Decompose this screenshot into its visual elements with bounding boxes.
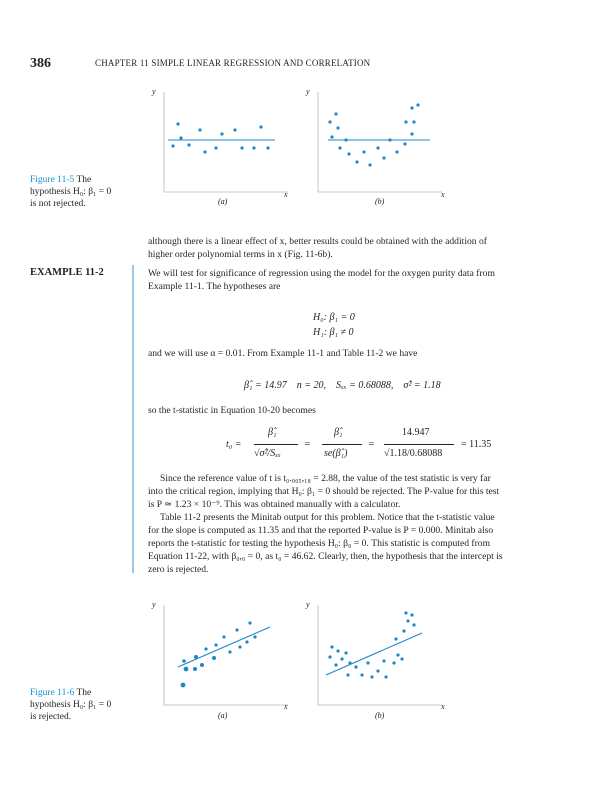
point <box>410 106 413 109</box>
point <box>366 661 369 664</box>
figure-11-5a-plot <box>152 82 298 202</box>
example-intro <box>148 267 550 293</box>
figure-11-5b-svg <box>306 82 452 202</box>
caption-text: The <box>76 688 92 698</box>
point <box>259 125 262 128</box>
figure-11-5b-panel: (b) <box>375 197 385 206</box>
point <box>212 656 216 660</box>
point <box>198 128 201 131</box>
t-den2: se(β̂₁) <box>324 448 348 459</box>
fraction-bar <box>322 444 362 445</box>
points <box>181 621 257 687</box>
point <box>253 635 256 638</box>
text-line: Equation 11-22, with β₀,₀ = 0, as t₀ = 46.62. Clearly, then, the hypothesis that the intercept is <box>148 551 503 562</box>
figure-11-5b-plot <box>306 82 452 202</box>
point <box>266 146 269 149</box>
caption-line: is not rejected. <box>30 199 86 209</box>
text-line: although there is a linear effect of x, better results could be obtained with the addition of <box>148 236 487 247</box>
text-line: Example 11-1. The hypotheses are <box>148 281 281 292</box>
point <box>182 659 186 663</box>
text-line: Since the reference value of t is t₀.₀₀₅,₁₈ = 2.88, the value of the test statistic is very far <box>160 473 491 484</box>
point <box>336 126 339 129</box>
eq-sign: = <box>304 439 311 450</box>
point <box>184 667 189 672</box>
text-line: into the critical region, implying that H₀: β₁ = 0 should be rejected. The P-value for this test <box>148 486 500 497</box>
point <box>404 611 407 614</box>
point <box>416 103 419 106</box>
figure-11-6b-panel: (b) <box>375 711 385 720</box>
point <box>222 635 225 638</box>
point <box>406 619 409 622</box>
point <box>336 649 339 652</box>
point <box>194 655 198 659</box>
point <box>354 665 357 668</box>
point <box>238 645 241 648</box>
point <box>344 138 347 141</box>
figure-11-6a-svg <box>152 595 298 715</box>
point <box>187 143 190 146</box>
point <box>394 637 397 640</box>
point <box>382 156 385 159</box>
example-bar <box>132 265 134 573</box>
figure-11-5a-panel: (a) <box>218 197 228 206</box>
text-line: higher order polynomial terms in x (Fig. 11-6b). <box>148 249 333 260</box>
point <box>340 657 343 660</box>
point <box>402 629 405 632</box>
point <box>344 651 347 654</box>
point <box>252 146 255 149</box>
point <box>330 135 333 138</box>
t-num2: β̂₁ <box>334 427 343 438</box>
figure-11-6b-plot <box>306 595 452 715</box>
fitted-line <box>326 633 422 675</box>
point <box>248 621 251 624</box>
point <box>328 120 331 123</box>
y-axis-label: y <box>152 87 156 96</box>
fraction-bar <box>384 444 454 445</box>
figure-11-5a-svg <box>152 82 298 202</box>
figure-11-6a-x-label: x <box>284 702 288 711</box>
text-line: reports the t-statistic for testing the hypothesis H₀: β₀ = 0. This statistic is computed from <box>148 538 491 549</box>
fraction-bar <box>254 444 298 445</box>
hypothesis-h0: H₀: β₁ = 0 <box>313 312 355 323</box>
figure-11-6a-plot <box>152 595 298 715</box>
point <box>370 675 373 678</box>
point <box>368 163 371 166</box>
caption-text: The <box>76 175 92 185</box>
alpha-text: and we will use α = 0.01. From Example 11-1 and Table 11-2 we have <box>148 348 418 359</box>
eq-sign: = <box>368 439 375 450</box>
point <box>330 645 333 648</box>
point <box>396 653 399 656</box>
point <box>388 138 391 141</box>
values-line: β̂₁ = 14.97 n = 20, Sₓₓ = 0.68088, σ̂² = 1.18 <box>244 380 441 391</box>
point <box>228 650 231 653</box>
figure-label: Figure 11-5 <box>30 175 75 185</box>
text-line: zero is rejected. <box>148 564 209 575</box>
point <box>400 657 403 660</box>
caption-line: is rejected. <box>30 712 72 722</box>
point <box>412 120 415 123</box>
axes <box>164 92 288 192</box>
point <box>338 146 341 149</box>
point <box>376 146 379 149</box>
so-text: so the t-statistic in Equation 10-20 becomes <box>148 405 316 416</box>
point <box>355 160 358 163</box>
y-axis-label: y <box>306 87 310 96</box>
point <box>382 659 385 662</box>
point <box>328 655 331 658</box>
paragraph-3 <box>148 511 550 576</box>
point <box>376 669 379 672</box>
point <box>404 120 407 123</box>
point <box>233 128 236 131</box>
hypothesis-h1: H₁: β₁ ≠ 0 <box>313 327 354 338</box>
figure-11-5b-x-label: x <box>441 190 445 199</box>
t-lhs: t₀ = <box>226 439 242 450</box>
text-line: is P ≃ 1.23 × 10⁻⁹. This was obtained manually with a calculator. <box>148 499 401 510</box>
figure-11-6b-svg <box>306 595 452 715</box>
point <box>334 112 337 115</box>
points <box>171 122 269 153</box>
t-result: = 11.35 <box>461 439 492 450</box>
point <box>214 146 217 149</box>
point <box>214 643 217 646</box>
point <box>410 132 413 135</box>
t-num1: β̂₁ <box>268 427 277 438</box>
paragraph <box>148 235 550 261</box>
example-label: EXAMPLE 11-2 <box>30 267 104 278</box>
point <box>193 667 197 671</box>
point <box>171 144 174 147</box>
axes <box>318 92 442 192</box>
point <box>360 673 363 676</box>
paragraph-2 <box>148 472 550 511</box>
caption-line: hypothesis H₀: β₁ = 0 <box>30 187 112 197</box>
t-den3: √1.18/0.68088 <box>384 448 443 459</box>
point <box>403 142 406 145</box>
point <box>176 122 179 125</box>
figure-11-5-caption <box>30 174 130 210</box>
point <box>181 683 186 688</box>
t-den1: √σ̂²/Sₓₓ <box>254 448 281 459</box>
point <box>395 150 398 153</box>
page-number: 386 <box>30 56 51 71</box>
point <box>220 132 223 135</box>
point <box>204 647 207 650</box>
chapter-title: CHAPTER 11 SIMPLE LINEAR REGRESSION AND CORRELATION <box>95 58 371 68</box>
point <box>334 663 337 666</box>
y-axis-label: y <box>306 600 310 609</box>
point <box>392 661 395 664</box>
text-line: Table 11-2 presents the Minitab output for this problem. Notice that the t-statistic value <box>160 512 495 523</box>
t-statistic-equation <box>226 427 526 465</box>
point <box>200 663 204 667</box>
text-line: for the slope is computed as 11.35 and that the reported P-value is P = 0.000. Minitab also <box>148 525 494 536</box>
fitted-line <box>178 627 270 667</box>
figure-label: Figure 11-6 <box>30 688 75 698</box>
point <box>347 152 350 155</box>
point <box>362 150 365 153</box>
text-line: We will test for significance of regression using the model for the oxygen purity data from <box>148 268 495 279</box>
figure-11-5a-x-label: x <box>284 190 288 199</box>
figure-11-6a-panel: (a) <box>218 711 228 720</box>
point <box>384 675 387 678</box>
point <box>245 640 248 643</box>
point <box>203 150 206 153</box>
point <box>240 146 243 149</box>
figure-11-6b-x-label: x <box>441 702 445 711</box>
figure-11-6-caption <box>30 687 130 723</box>
y-axis-label: y <box>152 600 156 609</box>
point <box>235 628 238 631</box>
caption-line: hypothesis H₀: β₁ = 0 <box>30 700 112 710</box>
point <box>179 136 182 139</box>
points <box>328 103 419 166</box>
point <box>410 613 413 616</box>
point <box>412 623 415 626</box>
axes <box>318 605 442 705</box>
point <box>346 673 349 676</box>
t-num3: 14.947 <box>402 427 430 438</box>
point <box>348 661 351 664</box>
axes <box>164 605 288 705</box>
